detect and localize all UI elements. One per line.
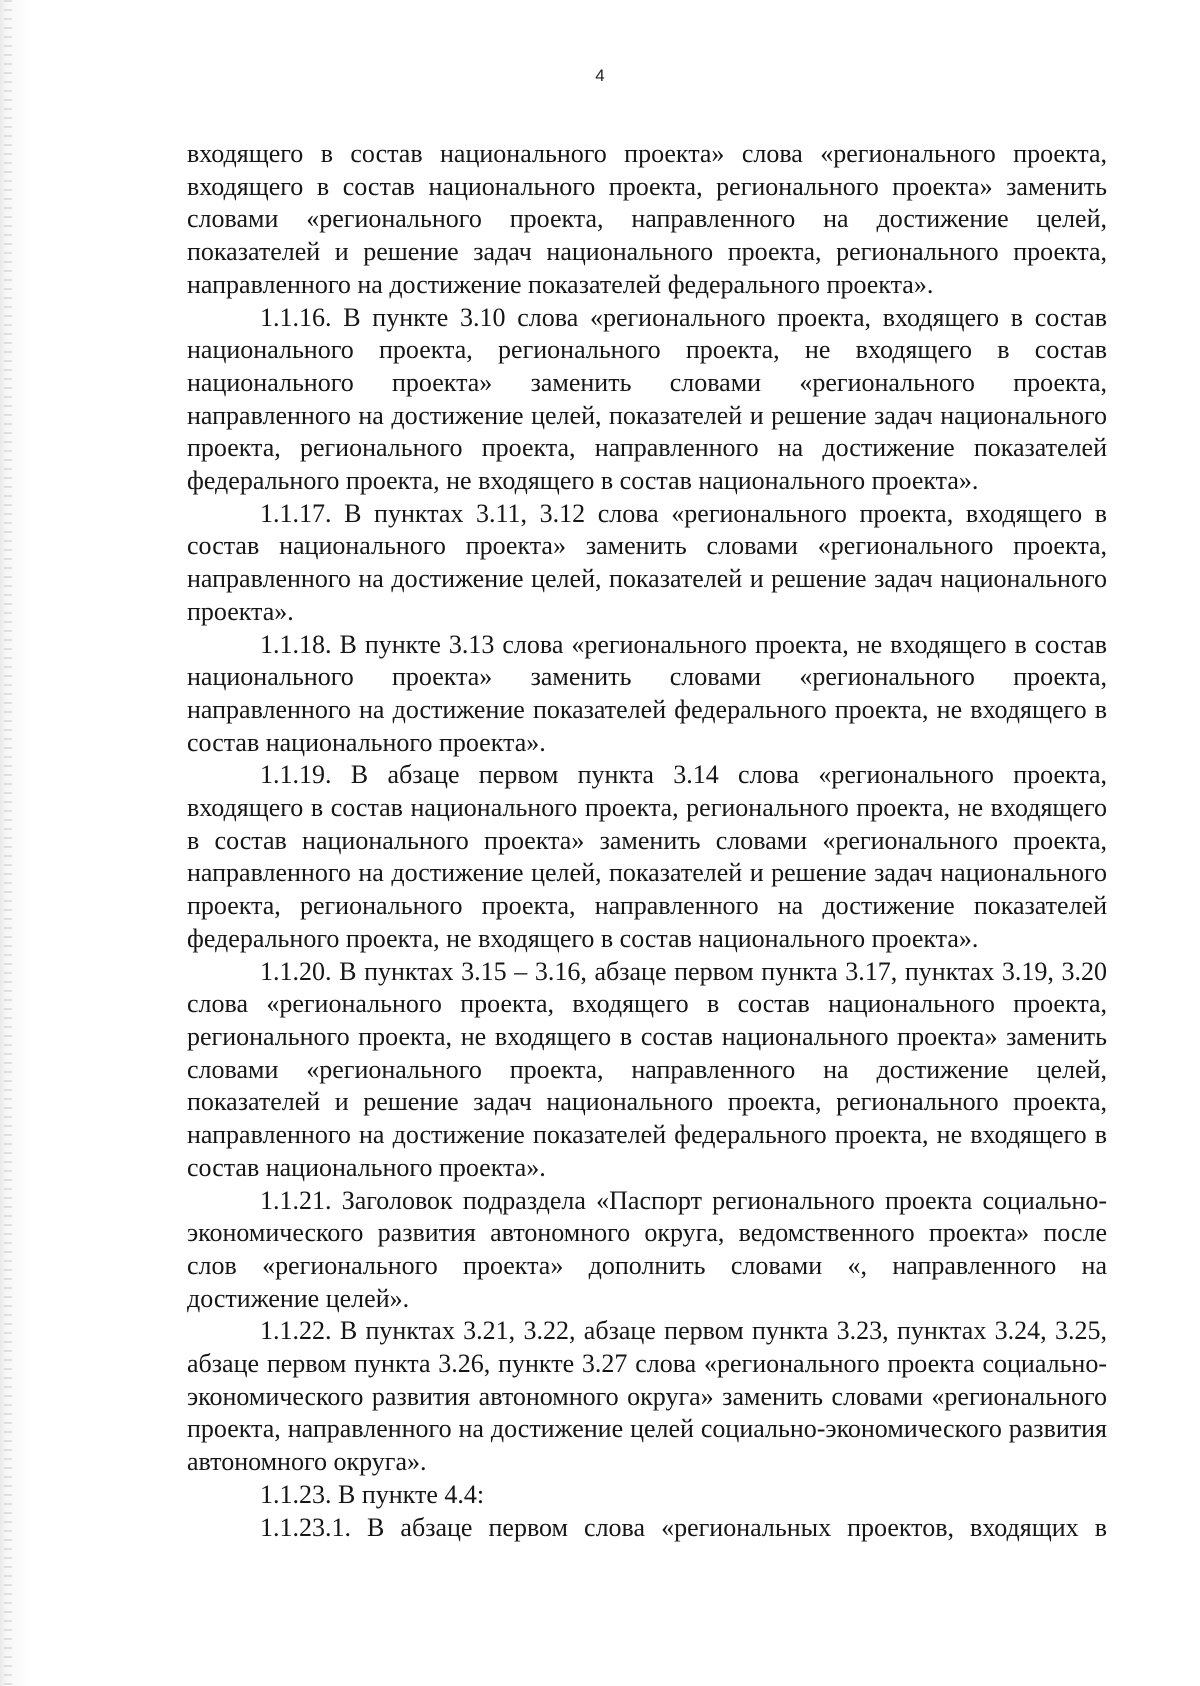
paragraph-1-1-18: 1.1.18. В пункте 3.13 слова «регионального проекта, не входящего в состав национального проекта» заменить словами «регионального проекта, направленного на достижение показателей федерального проекта, не входящего в состав национального проекта». <box>187 629 1107 757</box>
paragraph-1-1-23-1: 1.1.23.1. В абзаце первом слова «региональных проектов, входящих в <box>260 1512 1107 1542</box>
paragraph-continuation: входящего в состав национального проекта» слова «регионального проекта, входящего в состав национального проекта, регионального проекта» заменить словами «регионального проекта, направленного на достижение целей, показателей и решение задач национального проекта, регионального проекта, направленного на достижение показателей федерального проекта». <box>187 139 1107 299</box>
scan-edge-noise <box>4 0 12 1686</box>
paragraph-1-1-21: 1.1.21. Заголовок подраздела «Паспорт регионального проекта социально-экономического развития автономного округа, ведомственного проекта» после слов «регионального проекта» дополнить словами «, направленного на достижение целей». <box>187 1185 1107 1313</box>
paragraph-1-1-23: 1.1.23. В пункте 4.4: <box>260 1479 485 1509</box>
paragraph-1-1-22: 1.1.22. В пунктах 3.21, 3.22, абзаце первом пункта 3.23, пунктах 3.24, 3.25, абзаце первом пункта 3.26, пункте 3.27 слова «регионального проекта социально-экономического развития автономного округа» заменить словами «регионального проекта, направленного на достижение целей социально-экономического развития автономного округа». <box>187 1316 1107 1477</box>
document-body <box>187 138 1107 1544</box>
page-number: 4 <box>595 66 605 85</box>
paragraph-1-1-19: 1.1.19. В абзаце первом пункта 3.14 слова «регионального проекта, входящего в состав национального проекта, регионального проекта, не входящего в состав национального проекта» заменить словами «регионального проекта, направленного на достижение целей, показателей и решение задач национального проекта, регионального проекта, направленного на достижение показателей федерального проекта, не входящего в состав национального проекта». <box>187 760 1107 953</box>
paragraph-1-1-17: 1.1.17. В пунктах 3.11, 3.12 слова «регионального проекта, входящего в состав национального проекта» заменить словами «регионального проекта, направленного на достижение целей, показателей и решение задач национального проекта». <box>187 498 1107 626</box>
paragraph-1-1-20: 1.1.20. В пунктах 3.15 – 3.16, абзаце первом пункта 3.17, пунктах 3.19, 3.20 слова «регионального проекта, входящего в состав национального проекта, регионального проекта, не входящего в состав национального проекта» заменить словами «регионального проекта, направленного на достижение целей, показателей и решение задач национального проекта, регионального проекта, направленного на достижение показателей федерального проекта, не входящего в состав национального проекта». <box>187 956 1107 1182</box>
paragraph-1-1-16: 1.1.16. В пункте 3.10 слова «регионального проекта, входящего в состав национального проекта, регионального проекта, не входящего в состав национального проекта» заменить словами «регионального проекта, направленного на достижение целей, показателей и решение задач национального проекта, регионального проекта, направленного на достижение показателей федерального проекта, не входящего в состав национального проекта». <box>187 302 1107 496</box>
